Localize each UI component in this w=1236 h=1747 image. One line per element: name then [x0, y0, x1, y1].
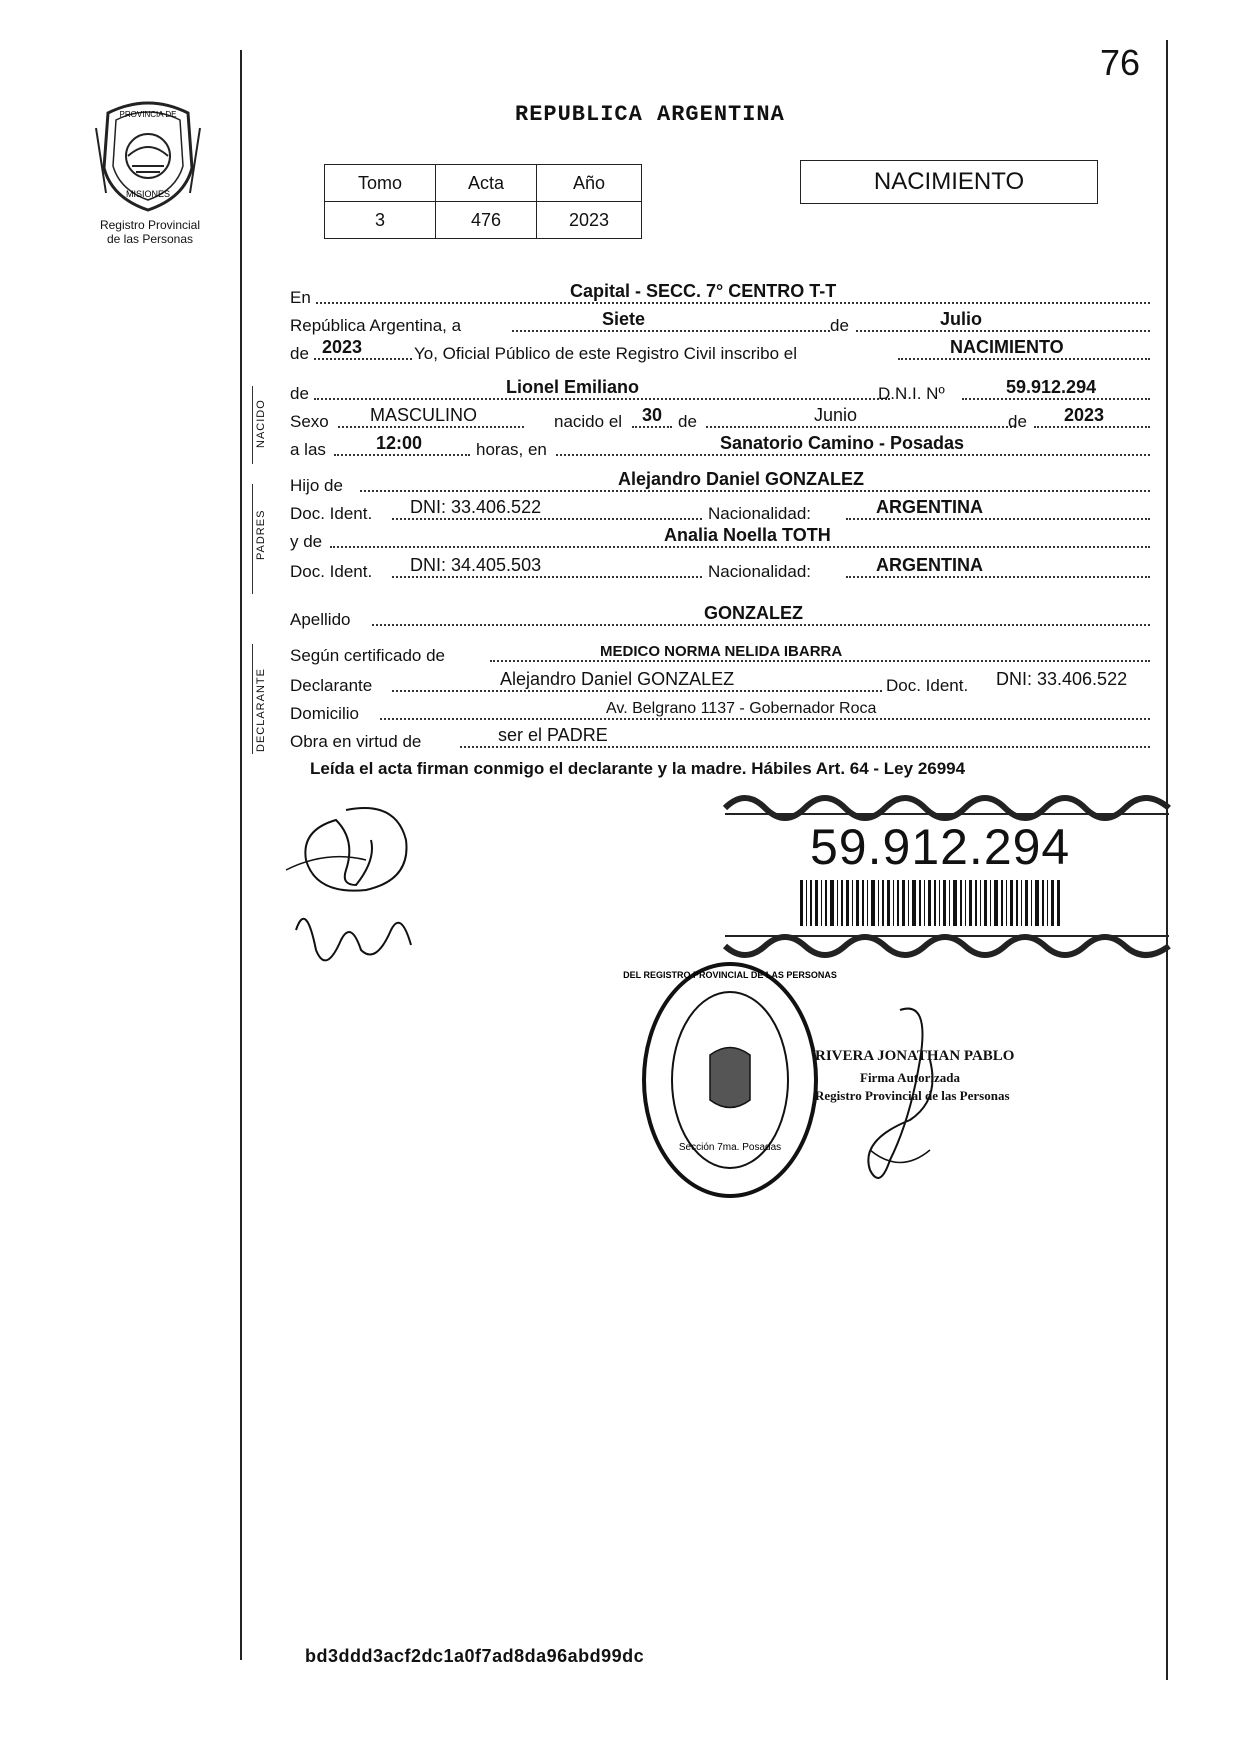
padre-name-value: Alejandro Daniel GONZALEZ: [618, 469, 865, 489]
inscribo-value: NACIMIENTO: [950, 337, 1064, 357]
inscribo-dots: [898, 358, 1150, 360]
de-birth-month-label: de: [678, 412, 697, 431]
logo-caption-line1: Registro Provincial: [99, 218, 201, 232]
row-inscribo: [290, 338, 1150, 366]
registry-header-row: [325, 165, 642, 202]
birth-month-value: Junio: [814, 405, 858, 425]
nacido-section-bar: [252, 386, 253, 464]
padre-nac-dots: [846, 518, 1150, 520]
declarante-doc-label: Doc. Ident.: [886, 676, 969, 695]
row-apellido: [290, 604, 1150, 632]
certificado-label: Según certificado de: [290, 646, 445, 665]
birth-month-dots: [706, 426, 1016, 428]
declarante-label: Declarante: [290, 676, 373, 695]
day-dots: [512, 330, 830, 332]
dni-label: D.N.I. Nº: [878, 384, 945, 403]
a-las-label: a las: [290, 440, 326, 459]
row-domicilio: [290, 698, 1150, 726]
logo-seal-top-text: PROVINCIA DE: [119, 110, 177, 119]
declarante-value: Alejandro Daniel GONZALEZ: [500, 669, 735, 689]
sticker-wave-top: [725, 788, 1169, 816]
madre-doc-value: DNI: 34.405.503: [410, 555, 542, 575]
tomo-header: Tomo: [325, 165, 436, 202]
name-dots: [314, 398, 890, 400]
oficial-label: Yo, Oficial Público de este Registro Civil inscribo el: [414, 344, 797, 363]
madre-doc-dots: [392, 576, 702, 578]
anio-header: Año: [537, 165, 642, 202]
sexo-value: MASCULINO: [370, 405, 478, 425]
day-value: Siete: [602, 309, 646, 329]
acta-value: 476: [436, 202, 537, 239]
obra-label: Obra en virtud de: [290, 732, 422, 751]
row-hora: [290, 434, 1150, 462]
official-org: Registro Provincial de las Personas: [815, 1088, 1010, 1103]
dni-dots: [962, 398, 1150, 400]
birth-year-value: 2023: [1064, 405, 1105, 425]
row-fecha: [290, 310, 1150, 338]
document-title: REPUBLICA ARGENTINA: [515, 102, 785, 127]
acta-header: Acta: [436, 165, 537, 202]
logo-caption-line2: de las Personas: [106, 232, 194, 246]
right-margin-line: [1166, 40, 1168, 1680]
row-declarante: [290, 670, 1150, 698]
year-dots: [314, 358, 412, 360]
obra-value: ser el PADRE: [498, 725, 608, 745]
registry-value-row: [325, 202, 642, 239]
sticker-wave-bottom: [725, 934, 1169, 962]
apellido-label: Apellido: [290, 610, 351, 629]
en-dots: [316, 302, 1150, 304]
barcode: [800, 880, 1060, 926]
registry-stamp: [623, 960, 837, 1200]
official-role: Firma Autorizada: [860, 1070, 961, 1085]
closing-text: Leída el acta firman conmigo el declarante y la madre. Hábiles Art. 64 - Ley 26994: [310, 759, 966, 778]
domicilio-dots: [380, 718, 1150, 720]
province-seal-logo: [88, 98, 208, 213]
padre-nacionalidad-label: Nacionalidad:: [708, 504, 812, 523]
madre-nac-dots: [846, 576, 1150, 578]
row-madre: [290, 526, 1150, 554]
birth-year-dots: [1034, 426, 1150, 428]
madre-nacionalidad-label: Nacionalidad:: [708, 562, 812, 581]
madre-doc-label: Doc. Ident.: [290, 562, 373, 581]
en-value: Capital - SECC. 7° CENTRO T-T: [570, 281, 837, 301]
padre-nacionalidad-value: ARGENTINA: [876, 497, 983, 517]
left-margin-line: [240, 50, 242, 1660]
declarante-section-label: DECLARANTE: [255, 668, 267, 752]
row-nombre: [290, 378, 1150, 406]
domicilio-label: Domicilio: [290, 704, 359, 723]
sexo-label: Sexo: [290, 412, 329, 431]
dni-value: 59.912.294: [1006, 377, 1097, 397]
declarante-section-bar: [252, 644, 253, 754]
republica-label: República Argentina, a: [290, 316, 462, 335]
row-en: [290, 282, 1150, 310]
horas-en-label: horas, en: [476, 440, 547, 459]
anio-value: 2023: [537, 202, 642, 239]
page-number: 76: [1100, 42, 1141, 83]
row-obra: [290, 726, 1150, 754]
declarante-doc-value: DNI: 33.406.522: [996, 669, 1128, 689]
month-value: Julio: [940, 309, 983, 329]
lugar-dots: [556, 454, 1150, 456]
padre-doc-value: DNI: 33.406.522: [410, 497, 542, 517]
logo-caption: [80, 218, 220, 246]
dni-sticker-number: 59.912.294: [810, 819, 1071, 875]
madre-dots: [330, 546, 1150, 548]
certificado-value: MEDICO NORMA NELIDA IBARRA: [600, 643, 843, 660]
apellido-dots: [372, 624, 1150, 626]
madre-name-value: Analia Noella TOTH: [664, 525, 831, 545]
certificado-dots: [490, 660, 1150, 662]
birth-day-value: 30: [642, 405, 663, 425]
de-label: de: [830, 316, 849, 335]
padres-section-bar: [252, 484, 253, 594]
de-name-label: de: [290, 384, 309, 403]
obra-dots: [460, 746, 1150, 748]
tomo-value: 3: [325, 202, 436, 239]
padre-dots: [360, 490, 1150, 492]
domicilio-value: Av. Belgrano 1137 - Gobernador Roca: [606, 700, 877, 717]
hora-value: 12:00: [376, 433, 423, 453]
madre-nacionalidad-value: ARGENTINA: [876, 555, 983, 575]
month-dots: [856, 330, 1150, 332]
record-type-box: NACIMIENTO: [800, 160, 1098, 204]
official-name: RIVERA JONATHAN PABLO: [815, 1048, 1015, 1064]
document-hash: bd3ddd3acf2dc1a0f7ad8da96abd99dc: [305, 1646, 645, 1666]
stamp-ring-text: DEL REGISTRO PROVINCIAL DE LAS PERSONAS: [623, 970, 837, 980]
nacido-el-label: nacido el: [554, 412, 623, 431]
declarant-signature: [286, 800, 426, 980]
padres-section-label: PADRES: [255, 509, 267, 560]
stamp-inner-text: Sección 7ma. Posadas: [678, 1142, 782, 1153]
padre-doc-dots: [392, 518, 702, 520]
row-madre-doc: [290, 556, 1150, 584]
y-de-label: y de: [290, 532, 323, 551]
declarante-dots: [392, 690, 882, 692]
logo-seal-bottom-text: MISIONES: [125, 189, 171, 199]
row-certificado: [290, 640, 1150, 668]
row-sexo: [290, 406, 1150, 434]
de-birth-year-label: de: [1008, 412, 1027, 431]
de-year-label: de: [290, 344, 309, 363]
child-name-value: Lionel Emiliano: [506, 377, 640, 397]
birth-day-dots: [632, 426, 672, 428]
registry-table: [324, 164, 642, 239]
hora-dots: [334, 454, 470, 456]
padre-doc-label: Doc. Ident.: [290, 504, 373, 523]
lugar-value: Sanatorio Camino - Posadas: [720, 433, 965, 453]
hijo-de-label: Hijo de: [290, 476, 343, 495]
sexo-dots: [338, 426, 524, 428]
year-value: 2023: [322, 337, 363, 357]
nacido-section-label: NACIDO: [255, 399, 267, 448]
en-label: En: [290, 288, 311, 307]
row-padre: [290, 470, 1150, 498]
apellido-value: GONZALEZ: [704, 603, 803, 623]
row-padre-doc: [290, 498, 1150, 526]
